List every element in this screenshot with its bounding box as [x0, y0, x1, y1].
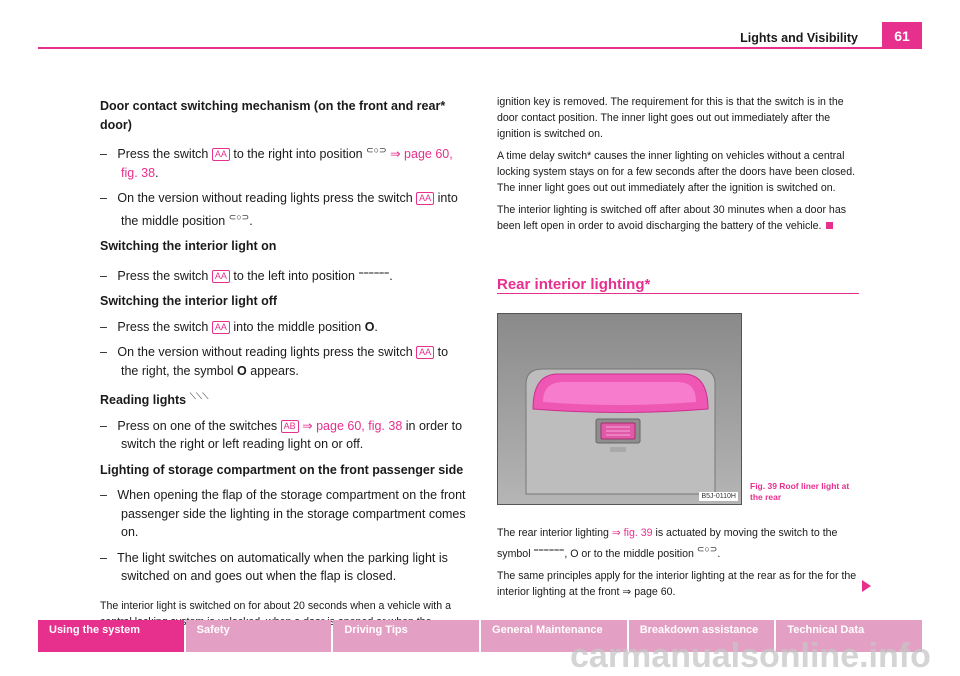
- step-door-contact: – Press the switch AA to the right into position ⊂○⊃ ⇒ page 60, fig. 38.: [100, 141, 468, 182]
- footer-tab-driving-tips[interactable]: Driving Tips: [333, 620, 479, 652]
- xref-page60-fig38[interactable]: ⇒ page 60, fig. 38: [302, 418, 403, 433]
- rear-lighting-title: Rear interior lighting*: [497, 276, 651, 293]
- switch-off-heading: Switching the interior light off: [100, 294, 278, 308]
- watermark: carmanualsonline.info: [570, 637, 931, 675]
- section-rule: [497, 293, 859, 294]
- footer-tab-using-the-system[interactable]: Using the system: [38, 620, 184, 652]
- step-storage-open: – When opening the flap of the storage compartment on the front passenger side the lighting in the storage compartment comes on.: [100, 488, 466, 539]
- xref-fig39[interactable]: ⇒ fig. 39: [611, 527, 653, 539]
- badge-aa: AA: [212, 270, 230, 283]
- chapter-title: Lights and Visibility: [740, 31, 858, 45]
- door-contact-heading: Door contact switching mechanism (on the front and rear* door): [100, 99, 446, 132]
- footer-tab-technical-data[interactable]: Technical Data: [776, 620, 922, 652]
- footer-tab-safety[interactable]: Safety: [186, 620, 332, 652]
- left-column: [100, 97, 468, 636]
- step-switch-on: – Press the switch AA to the left into position ⩶⩶.: [100, 263, 468, 286]
- rear-lighting-paragraph: The rear interior lighting ⇒ fig. 39 is actuated by moving the switch to the symbol ⩶⩶, O or to the middle position ⊂○⊃.: [497, 527, 838, 560]
- door-contact-symbol-icon: ⊂○⊃: [228, 211, 250, 222]
- reading-lights-heading: Reading lights ⟍⟍⟍: [100, 387, 468, 410]
- badge-ab: AB: [281, 420, 299, 433]
- switch-on-heading: Switching the interior light on: [100, 239, 277, 253]
- next-page-arrow-icon[interactable]: [862, 580, 871, 592]
- note-continued: ignition key is removed. The requirement for this is that the switch is in the door contact position. The inner light goes out out immediately after the ignition is switched on.: [497, 96, 844, 140]
- right-column: [497, 94, 859, 240]
- footer-tab-general-maintenance[interactable]: General Maintenance: [481, 620, 627, 652]
- page-number: 61: [882, 22, 922, 49]
- door-contact-symbol-icon: ⊂○⊃: [696, 544, 718, 554]
- step-storage-parking: – The light switches on automatically when the parking light is switched on and goes out when the flap is closed.: [100, 550, 448, 583]
- footer-tab-breakdown-assistance[interactable]: Breakdown assistance: [629, 620, 775, 652]
- light-on-symbol-icon: ⩶⩶: [533, 544, 565, 554]
- step-switch-off-no-reading: – On the version without reading lights press the switch AA to the right, the symbol O appears.: [100, 345, 449, 378]
- step-no-reading-light: – On the version without reading lights press the switch AA into the middle position ⊂○⊃.: [100, 191, 458, 228]
- step-reading-lights: – Press on one of the switches AB ⇒ page 60, fig. 38 in order to switch the right or left reading light on or off.: [100, 418, 463, 451]
- time-delay-paragraph: A time delay switch* causes the inner lighting on vehicles without a central locking system stays on for a few seconds after the doors have been closed. The inner light goes out out immediately after the ignition is switched on.: [497, 150, 856, 194]
- header-rule: [38, 47, 883, 49]
- badge-aa: AA: [416, 346, 434, 359]
- roof-liner-light-figure: [497, 313, 742, 505]
- rear-lighting-text: [497, 525, 859, 606]
- figure-caption: Fig. 39 Roof liner light at the rear: [750, 481, 850, 502]
- interior-light-note: The interior light is switched on for about 20 seconds when a vehicle with a: [100, 599, 451, 612]
- xref-page60-fig38[interactable]: ⇒ page 60, fig. 38: [121, 147, 453, 180]
- door-contact-symbol-icon: ⊂○⊃: [366, 145, 387, 155]
- roof-liner-light-illustration: [498, 314, 741, 504]
- reading-light-icon: ⟍⟍⟍: [189, 391, 209, 401]
- badge-aa: AA: [212, 148, 230, 161]
- auto-off-paragraph: The interior lighting is switched off after about 30 minutes when a door has been left open in order to avoid discharging the battery of the vehicle.: [497, 204, 847, 232]
- storage-heading: Lighting of storage compartment on the front passenger side: [100, 462, 464, 477]
- light-on-symbol-icon: ⩶⩶: [358, 266, 390, 277]
- step-switch-off: – Press the switch AA into the middle position O.: [100, 319, 378, 334]
- section-end-icon: [826, 222, 833, 229]
- badge-aa: AA: [212, 321, 230, 334]
- same-principles-paragraph: The same principles apply for the interior lighting at the rear as for the for the interior lighting at the front ⇒ page 60.: [497, 570, 857, 598]
- badge-aa: AA: [416, 192, 434, 205]
- figure-code: B5J-0110H: [701, 493, 736, 500]
